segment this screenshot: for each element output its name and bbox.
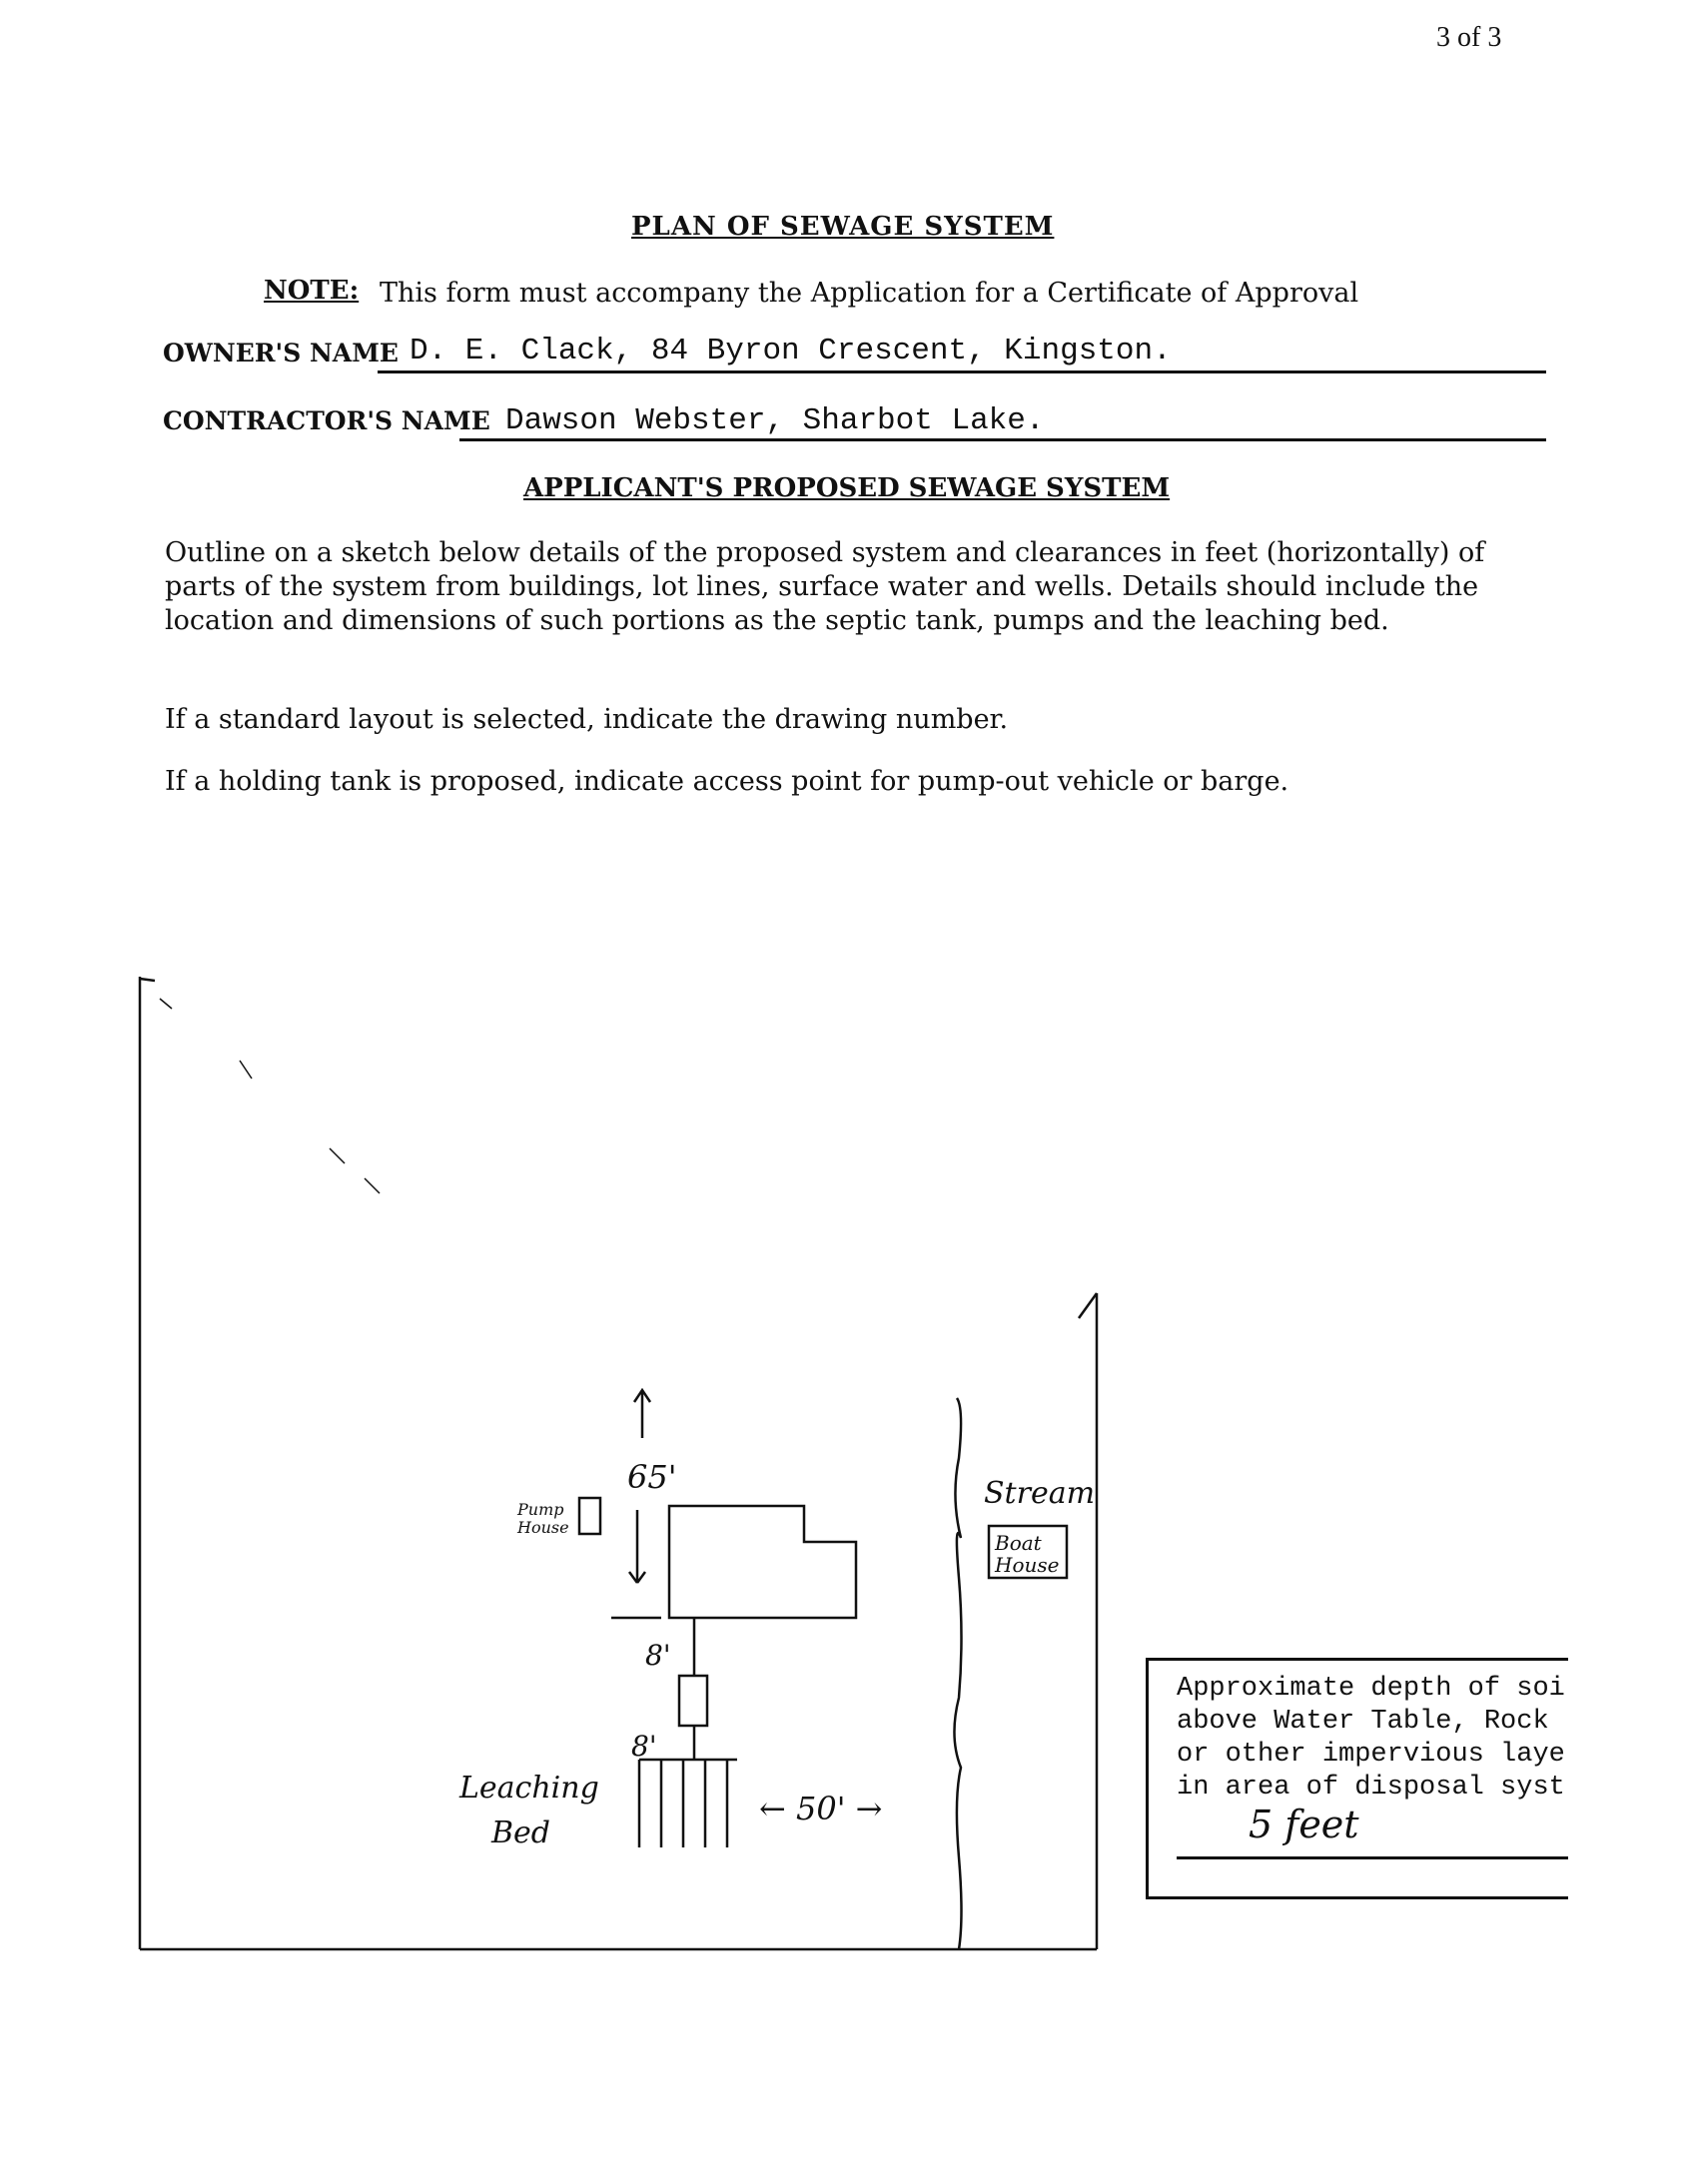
instruction-paragraph-3: If a holding tank is proposed, indicate access point for pump-out vehicle or barge. [165, 766, 1289, 797]
distance-house-to-tank: 8' [645, 1639, 671, 1672]
soil-depth-label-line-2: above Water Table, Rock [1177, 1707, 1549, 1737]
soil-depth-box [1146, 1658, 1568, 1899]
leaching-bed [639, 1760, 737, 1847]
boat-house-label-2: House [995, 1553, 1060, 1577]
soil-depth-label-line-3: or other impervious laye [1177, 1740, 1565, 1770]
leaching-bed-label: Leaching [459, 1771, 599, 1806]
contractor-name-label: CONTRACTOR'S NAME [163, 406, 490, 435]
soil-depth-label-line-1: Approximate depth of soi [1177, 1674, 1565, 1704]
septic-tank-box [679, 1676, 707, 1726]
pump-house-label: Pump [517, 1500, 564, 1519]
section-title: APPLICANT'S PROPOSED SEWAGE SYSTEM [523, 473, 1171, 503]
contractor-name-value: Dawson Webster, Sharbot Lake. [505, 403, 1045, 438]
soil-depth-value: 5 feet [1249, 1803, 1359, 1846]
note-text: This form must accompany the Application for a Certificate of Approval [380, 278, 1359, 309]
form-title: PLAN OF SEWAGE SYSTEM [631, 212, 1055, 242]
note-label: NOTE: [264, 276, 360, 306]
house-outline [669, 1506, 856, 1618]
instruction-paragraph-2: If a standard layout is selected, indicate the drawing number. [165, 704, 1009, 735]
page-number: 3 of 3 [1436, 22, 1502, 53]
lot-line-top-corner [140, 979, 155, 981]
distance-65-feet: 65' [627, 1458, 677, 1496]
instruction-paragraph-1: Outline on a sketch below details of the proposed system and clearances in feet (horizontally) of parts of the system from buildings, lot lines, surface water and wells. Details should include the location and dimensions of such portions as the septic tank, pumps and the leaching bed. [165, 537, 1485, 636]
soil-depth-label [1177, 1673, 1565, 1805]
distance-arrow-down [629, 1510, 645, 1583]
distance-bed-to-stream: ← 50' → [759, 1790, 883, 1827]
soil-depth-label-line-4: in area of disposal syst [1177, 1773, 1565, 1803]
stream-label: Stream [984, 1476, 1096, 1511]
pump-house-label-2: House [517, 1518, 569, 1537]
stream-bank [954, 1398, 961, 1949]
owner-name-label: OWNER'S NAME [163, 339, 399, 367]
pump-house-box [579, 1498, 600, 1534]
distance-arrow-up [634, 1390, 650, 1438]
owner-name-value: D. E. Clack, 84 Byron Crescent, Kingston. [410, 334, 1172, 368]
soil-depth-underline [1177, 1856, 1568, 1859]
leaching-bed-label-2: Bed [491, 1816, 551, 1850]
boat-house-label: Boat [995, 1531, 1042, 1555]
distance-tank-to-bed: 8' [631, 1730, 657, 1763]
